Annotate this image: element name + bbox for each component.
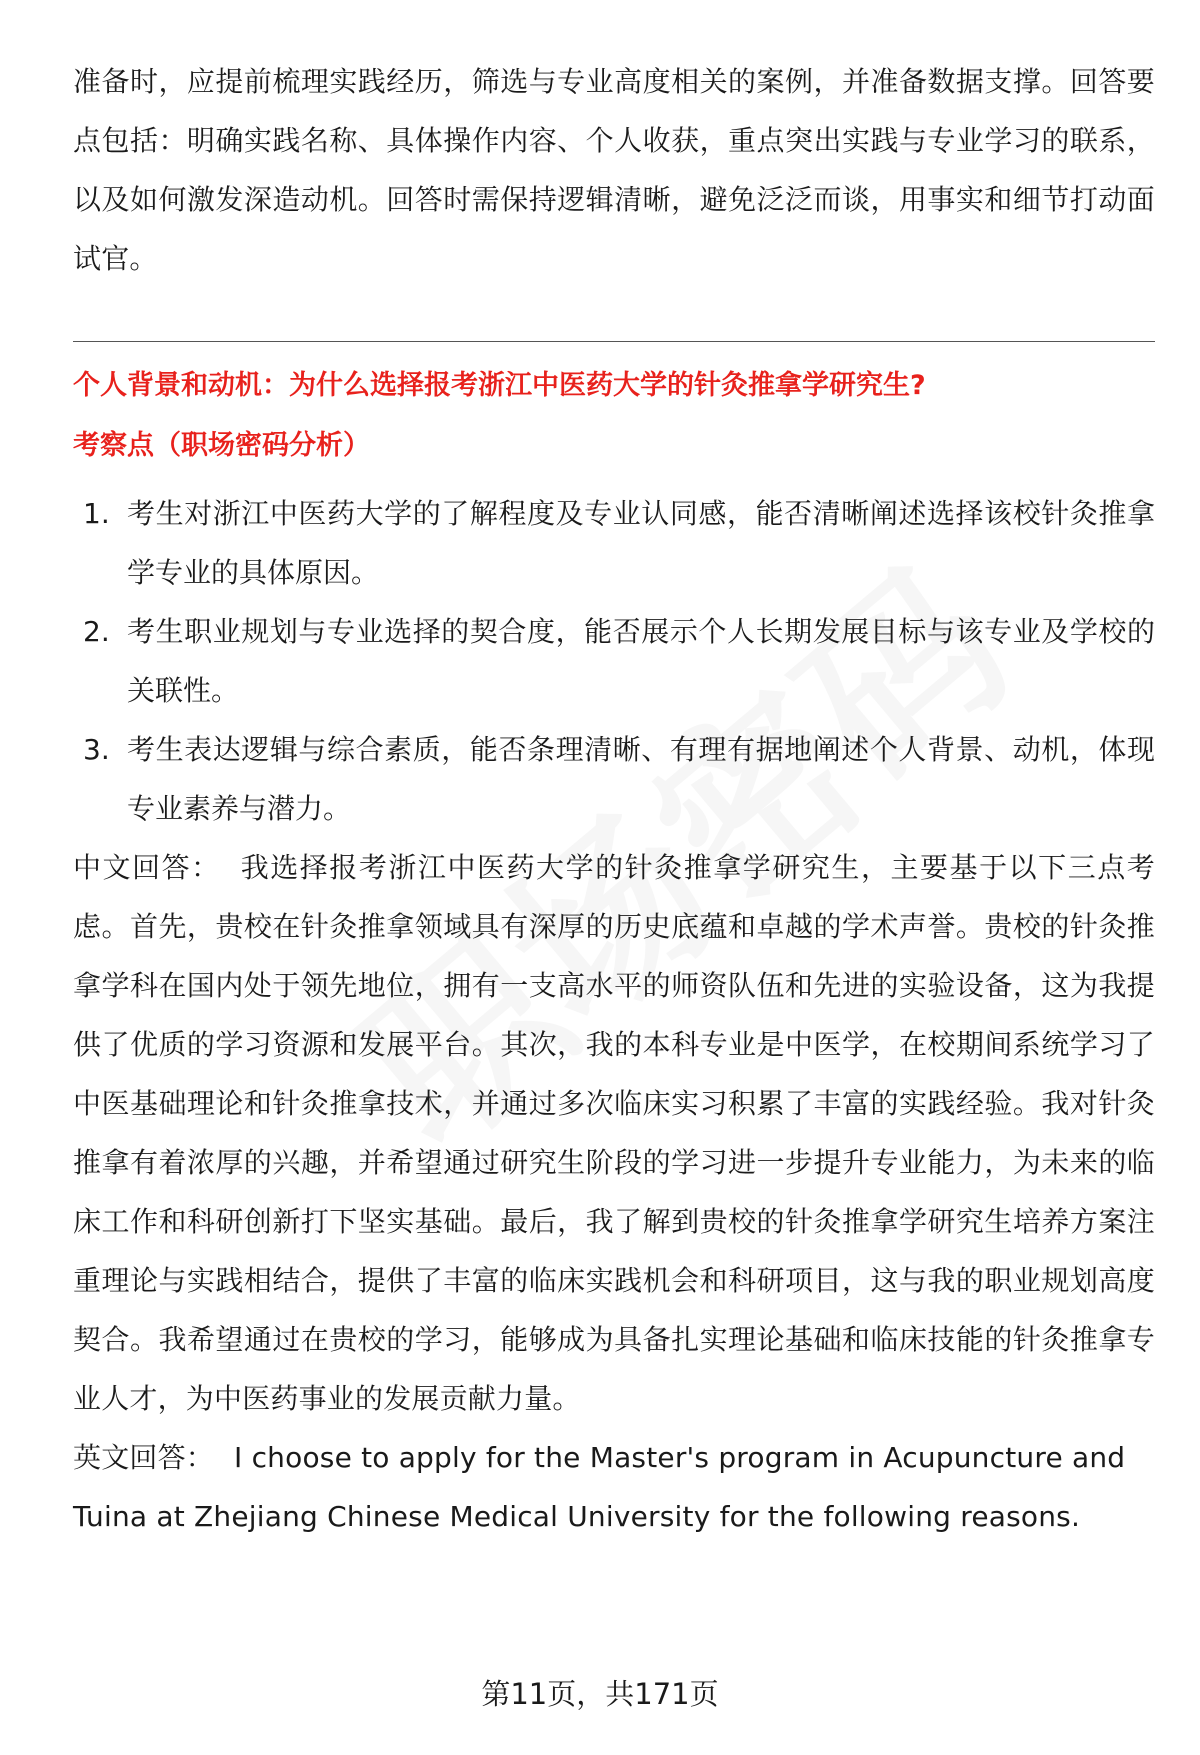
question-title: 个人背景和动机：为什么选择报考浙江中医药大学的针灸推拿学研究生?: [73, 370, 926, 401]
list-item-text: 考生对浙江中医药大学的了解程度及专业认同感，能否清晰阐述选择该校针灸推拿学专业的具体原因。: [127, 497, 1155, 589]
list-item-number: 1.: [83, 497, 110, 530]
english-answer-text: I choose to apply for the Master's program in Acupuncture and Tuina at Zhejiang Chinese Medical University for the following reasons.: [73, 1441, 1126, 1533]
list-item-number: 2.: [83, 615, 110, 648]
document-page: [73, 52, 1155, 1546]
section-divider: [73, 341, 1155, 342]
list-item: [73, 602, 1155, 720]
chinese-answer-label: 中文回答：: [73, 851, 221, 884]
list-item-number: 3.: [83, 733, 110, 766]
exam-points-title: 考察点（职场密码分析）: [73, 430, 370, 461]
chinese-answer: [73, 838, 1155, 1428]
exam-points-list: [73, 484, 1155, 838]
list-item-text: 考生职业规划与专业选择的契合度，能否展示个人长期发展目标与该专业及学校的关联性。: [127, 615, 1155, 707]
list-item-text: 考生表达逻辑与综合素质，能否条理清晰、有理有据地阐述个人背景、动机，体现专业素养与潜力。: [127, 733, 1155, 825]
list-item: [73, 484, 1155, 602]
intro-paragraph: 准备时，应提前梳理实践经历，筛选与专业高度相关的案例，并准备数据支撑。回答要点包括：明确实践名称、具体操作内容、个人收获，重点突出实践与专业学习的联系，以及如何激发深造动机。回答时需保持逻辑清晰，避免泛泛而谈，用事实和细节打动面试官。: [73, 65, 1155, 275]
english-answer: [73, 1428, 1155, 1546]
page-footer: 第11页，共171页: [481, 1677, 719, 1711]
list-item: [73, 720, 1155, 838]
chinese-answer-text: 我选择报考浙江中医药大学的针灸推拿学研究生，主要基于以下三点考虑。首先，贵校在针灸推拿领域具有深厚的历史底蕴和卓越的学术声誉。贵校的针灸推拿学科在国内处于领先地位，拥有一支高水平的师资队伍和先进的实验设备，这为我提供了优质的学习资源和发展平台。其次，我的本科专业是中医学，在校期间系统学习了中医基础理论和针灸推拿技术，并通过多次临床实习积累了丰富的实践经验。我对针灸推拿有着浓厚的兴趣，并希望通过研究生阶段的学习进一步提升专业能力，为未来的临床工作和科研创新打下坚实基础。最后，我了解到贵校的针灸推拿学研究生培养方案注重理论与实践相结合，提供了丰富的临床实践机会和科研项目，这与我的职业规划高度契合。我希望通过在贵校的学习，能够成为具备扎实理论基础和临床技能的针灸推拿专业人才，为中医药事业的发展贡献力量。: [73, 851, 1155, 1415]
english-answer-label: 英文回答：: [73, 1441, 215, 1474]
